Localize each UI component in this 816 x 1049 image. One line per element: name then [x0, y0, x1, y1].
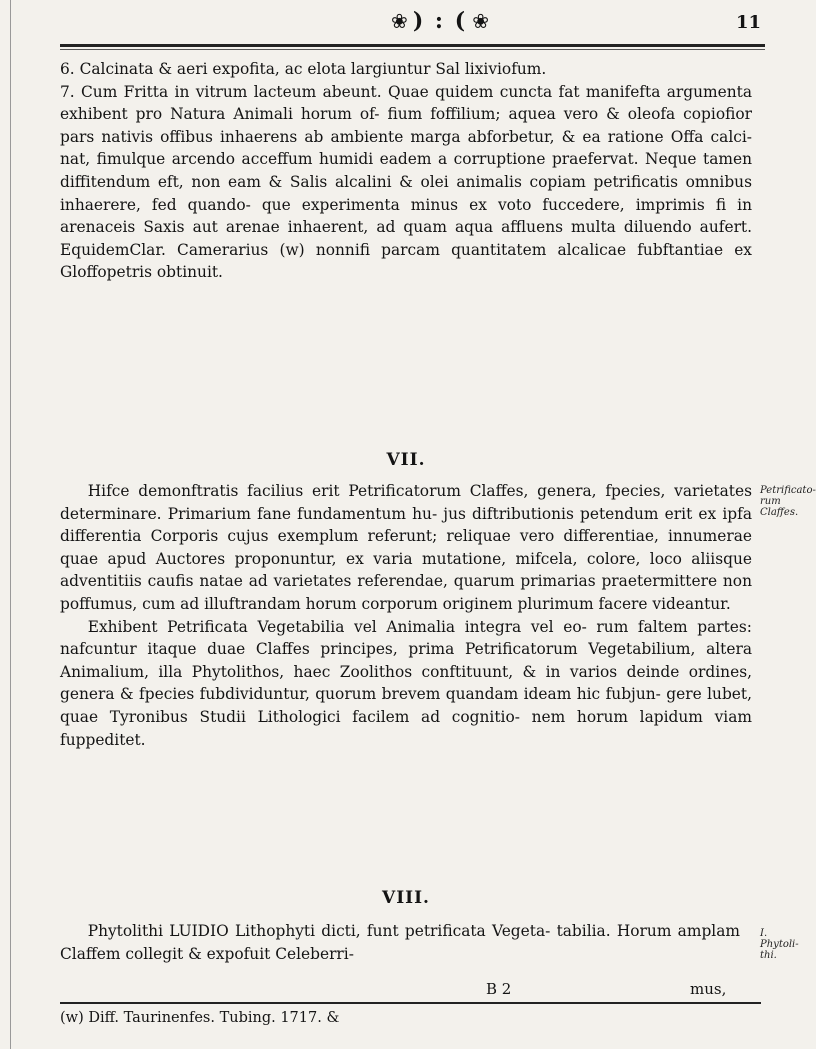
signature-mark: B 2 — [486, 980, 512, 998]
paragraph-6: 6. Calcinata & aeri expofita, ac elota largiuntur Sal lixiviofum. — [60, 60, 547, 78]
section-heading-viii: VIII. — [382, 888, 430, 908]
page-number: 11 — [735, 12, 761, 33]
section-vii-paragraph-2: Exhibent Petrificata Vegetabilia vel Animalia integra vel eo- rum faltem partes: nafcuntur itaque duae Claffes principes, prima Petrificatorum Vegetabilium, altera Animalium, illa Phytolithos, haec Zoolithos conftituunt, & in varios deinde ordines, genera & fpecies fubdividuntur, quorum brevem quandam ideam hic fubjun- gere lubet, quae Tyronibus Studii Lithologici facilem ad cognitio- nem horum lapidum viam fuppeditet. — [60, 617, 752, 749]
footnote: (w) Diff. Taurinenfes. Tubing. 1717. & — [60, 1010, 340, 1026]
catchword: mus, — [690, 980, 727, 998]
section-vii-text — [60, 480, 752, 751]
section-viii-paragraph: Phytolithi LUIDIO Lithophyti dicti, funt petrificata Vegeta- tabilia. Horum amplam Claffem collegit & expofuit Celeberri- — [60, 922, 740, 963]
section-viii-text — [60, 920, 740, 965]
top-paragraphs — [60, 58, 752, 284]
header-rule — [60, 44, 765, 47]
paragraph-7: 7. Cum Fritta in vitrum lacteum abeunt. Quae quidem cuncta fat manifefta argumenta exhibent pro Natura Animali horum of- fium foffilium; aquea vero & oleofa copiofior pars nativis offibus inhaerens ab ambiente marga abforbetur, & ea ratione Offa calci- nat, fimulque arcendo acceffum humidi eadem a corruptione praefervat. Neque tamen diffitendum eft, non eam & Salis alcalini & olei animalis copiam petrificatis omnibus inhaerere, fed quando- que experimenta minus ex voto fuccedere, imprimis fi in arenaceis Saxis aut arenae inhaerent, ad quam aqua affluens multa diluendo aufert. EquidemClar. Camerarius (w) nonnifi parcam quantitatem alcalicae fubftantiae ex Gloffopetris obtinuit. — [60, 82, 752, 282]
page-edge-line — [10, 0, 11, 1049]
section-heading-vii: VII. — [386, 450, 426, 470]
page-header — [330, 8, 550, 48]
ornament-right-icon: ❀ — [472, 9, 489, 33]
header-text: ) : ( — [412, 8, 468, 34]
ornament-left-icon: ❀ — [391, 9, 408, 33]
header-rule-thin — [60, 49, 765, 50]
margin-note-viii: I. Phytoli- thi. — [760, 928, 799, 961]
section-vii-paragraph-1: Hifce demonftratis facilius erit Petrificatorum Claffes, genera, fpecies, varietates determinare. Primarium fane fundamentum hu- jus diftributionis petendum erit ex ipfa differentia Corporis cujus exemplum referunt; reliquae vero differentiae, innumerae quae apud Auctores proponuntur, ex varia mutatione, mifcela, colore, loco aliisque adventitiis caufis natae ad varietates referendae, quarum primarias praetermittere non poffumus, cum ad illuftrandam horum corporum originem plurimum facere videantur. — [60, 482, 752, 613]
margin-note-vii: Petrificato- rum Claffes. — [760, 485, 816, 518]
footer-rule — [60, 1002, 761, 1004]
